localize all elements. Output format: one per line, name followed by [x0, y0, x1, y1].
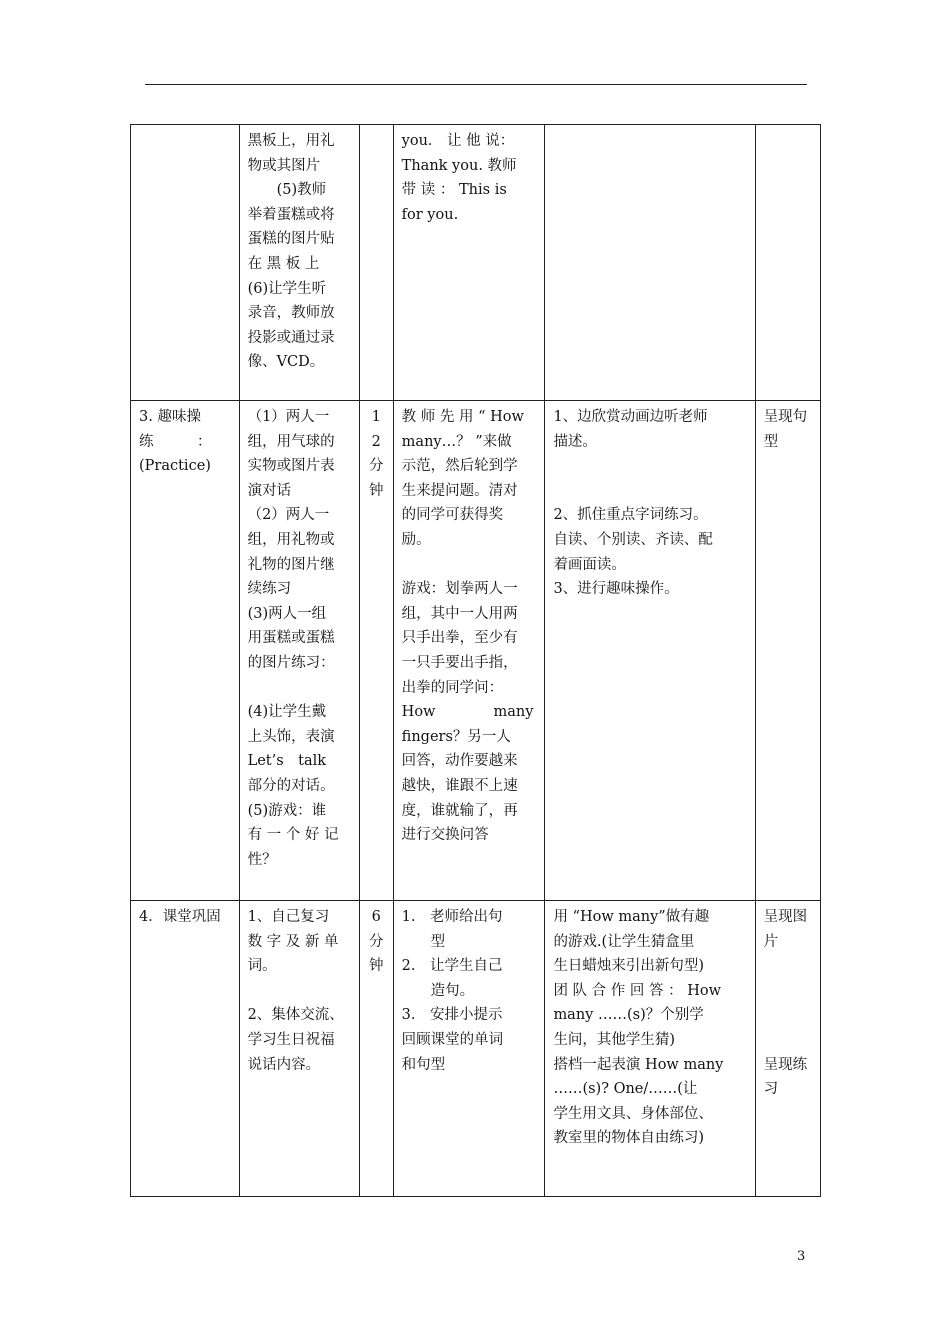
cell-line: Thank you. 教师: [401, 157, 517, 174]
cell-line: 演对话: [247, 482, 292, 499]
teacher-cell: [393, 125, 545, 401]
cell-line: （1）两人一: [247, 409, 330, 425]
cell-line: 说话内容。: [247, 1056, 321, 1073]
cell-line: many…？ ”来做: [401, 433, 512, 450]
cell-line: 描述。: [553, 433, 597, 450]
cell-line: 像、VCD。: [247, 354, 325, 371]
cell-line: (4)让学生戴: [247, 704, 327, 721]
cell-line: Let’s talk: [247, 753, 327, 770]
cell-line: 蛋糕的图片贴: [247, 231, 335, 248]
cell-line: 自读、个别读、齐读、配: [553, 531, 713, 548]
method-cell: [755, 125, 820, 401]
cell-line: 生来提问题。清对: [401, 482, 518, 499]
cell-line: 教室里的物体自由练习): [553, 1130, 705, 1147]
cell-line: ……(s)? One/……(让: [553, 1081, 698, 1098]
cell-line: 用 “How many”做有趣: [553, 909, 710, 925]
cell-line: 组，用礼物或: [247, 531, 335, 548]
cell-line: 在 黑 板 上: [247, 255, 320, 272]
time-cell: [359, 125, 393, 401]
cell-line: （2）两人一: [247, 507, 330, 524]
cell-line: 只手出拳，至少有: [401, 630, 518, 647]
method-cell: [755, 401, 820, 901]
cell-line: fingers？另一人: [401, 728, 511, 745]
time-cell: [359, 401, 393, 901]
cell-line: 度，谁就输了，再: [401, 802, 518, 819]
page-number: 3: [797, 1249, 806, 1264]
table-row: [131, 401, 821, 901]
cell-line: 一只手要出手指，: [401, 654, 518, 671]
table-row: [131, 901, 821, 1197]
cell-line: 1. 老师给出句: [401, 909, 503, 925]
cell-line: 上头饰，表演: [247, 728, 335, 745]
steps-cell: [239, 901, 359, 1197]
cell-line: 性？: [247, 851, 277, 868]
cell-line: 2、抓住重点字词练习。: [553, 507, 708, 524]
cell-line: 1、边欣赏动画边听老师: [553, 409, 708, 425]
stage-cell: [131, 125, 240, 401]
cell-line: 3. 趣味操: [139, 409, 201, 425]
cell-line: 部分的对话。: [247, 777, 335, 794]
cell-line: 练 ：: [139, 433, 212, 450]
cell-line: 投影或通过录: [247, 329, 335, 346]
cell-line: 生日蜡烛来引出新句型): [553, 958, 705, 975]
cell-line: 词。: [247, 958, 277, 975]
cell-line: 团 队 合 作 回 答 ： How: [553, 982, 721, 999]
cell-line: 片: [763, 933, 779, 950]
steps-cell: [239, 401, 359, 901]
cell-line: 和句型: [401, 1056, 446, 1073]
cell-line: 的图片练习：: [247, 654, 335, 671]
cell-line: 示范，然后轮到学: [401, 458, 518, 475]
cell-line: for you.: [401, 206, 459, 223]
stage-cell: [131, 901, 240, 1197]
cell-line: 6: [371, 909, 381, 925]
cell-line: 分: [369, 458, 384, 475]
cell-line: 1、自己复习: [247, 909, 330, 925]
student-cell: [545, 901, 755, 1197]
stage-cell: [131, 401, 240, 901]
cell-line: 着画面读。: [553, 556, 626, 573]
student-cell: [545, 125, 755, 401]
cell-line: 2、集体交流、: [247, 1007, 344, 1024]
cell-line: (Practice): [139, 458, 211, 475]
cell-line: (3)两人一组: [247, 605, 327, 622]
cell-line: 回答，动作要越来: [401, 753, 518, 770]
cell-line: 呈现练: [763, 1056, 808, 1073]
cell-line: (5)游戏：谁: [247, 802, 327, 819]
cell-line: 的游戏.(让学生猜盒里: [553, 933, 695, 950]
cell-line: you． 让 他 说：: [401, 133, 515, 149]
cell-line: How many: [401, 704, 534, 721]
student-cell: [545, 401, 755, 901]
cell-line: 钟: [369, 482, 384, 499]
cell-line: 组，用气球的: [247, 433, 335, 450]
cell-line: 用蛋糕或蛋糕: [247, 630, 335, 647]
cell-line: 钟: [369, 958, 384, 975]
cell-line: 型: [401, 933, 446, 950]
cell-line: 带 读 ： This is: [401, 182, 507, 199]
cell-line: 出拳的同学问：: [401, 679, 504, 696]
cell-line: 励。: [401, 531, 431, 548]
cell-line: 续练习: [247, 581, 292, 598]
cell-line: [764, 954, 812, 979]
cell-line: 实物或图片表: [247, 458, 335, 475]
cell-line: [248, 676, 351, 701]
lesson-plan-table: [130, 124, 821, 1197]
cell-line: [553, 479, 746, 504]
cell-line: 分: [369, 933, 384, 950]
teacher-cell: [393, 401, 545, 901]
cell-line: 礼物的图片继: [247, 556, 335, 573]
table-row: [131, 125, 821, 401]
cell-line: [764, 979, 812, 1004]
cell-line: 3. 安排小提示: [401, 1007, 503, 1024]
cell-line: 呈现句: [763, 409, 808, 425]
cell-line: [764, 1028, 812, 1053]
cell-line: 物或其图片: [247, 157, 321, 174]
steps-cell: [239, 125, 359, 401]
header-rule: [145, 84, 807, 85]
cell-line: (6)让学生听: [247, 280, 327, 297]
cell-line: 12: [371, 409, 381, 450]
cell-line: 的同学可获得奖: [401, 507, 504, 524]
cell-line: 习: [763, 1081, 779, 1098]
cell-line: 回顾课堂的单词: [401, 1031, 504, 1048]
cell-line: 学习生日祝福: [247, 1031, 335, 1048]
cell-line: [553, 454, 746, 479]
cell-line: many ……(s)？个别学: [553, 1007, 704, 1024]
cell-line: 越快，谁跟不上速: [401, 777, 518, 794]
cell-line: 举着蛋糕或将: [247, 206, 335, 223]
method-cell: [755, 901, 820, 1197]
cell-line: 教 师 先 用 “ How: [401, 409, 524, 425]
cell-line: 3、进行趣味操作。: [553, 581, 679, 598]
cell-line: 数 字 及 新 单: [247, 933, 339, 950]
cell-line: 录音，教师放: [247, 305, 335, 322]
cell-line: 造句。: [401, 982, 475, 999]
cell-line: 组，其中一人用两: [401, 605, 518, 622]
cell-line: [248, 979, 351, 1004]
cell-line: 搭档一起表演 How many: [553, 1056, 724, 1073]
cell-line: [402, 553, 537, 578]
cell-line: 黑板上，用礼: [247, 133, 335, 149]
cell-line: 呈现图: [763, 909, 808, 925]
teacher-cell: [393, 901, 545, 1197]
time-cell: [359, 901, 393, 1197]
cell-line: 游戏：划拳两人一: [401, 581, 518, 598]
cell-line: 4．课堂巩固: [139, 909, 221, 925]
cell-line: 有 一 个 好 记: [247, 827, 339, 844]
cell-line: 生问，其他学生猜): [553, 1031, 676, 1048]
cell-line: (5)教师: [247, 182, 327, 199]
cell-line: 进行交换问答: [401, 827, 489, 844]
cell-line: 学生用文具、身体部位、: [553, 1105, 713, 1122]
cell-line: 2. 让学生自己: [401, 958, 503, 975]
cell-line: [764, 1003, 812, 1028]
cell-line: 型: [763, 433, 779, 450]
